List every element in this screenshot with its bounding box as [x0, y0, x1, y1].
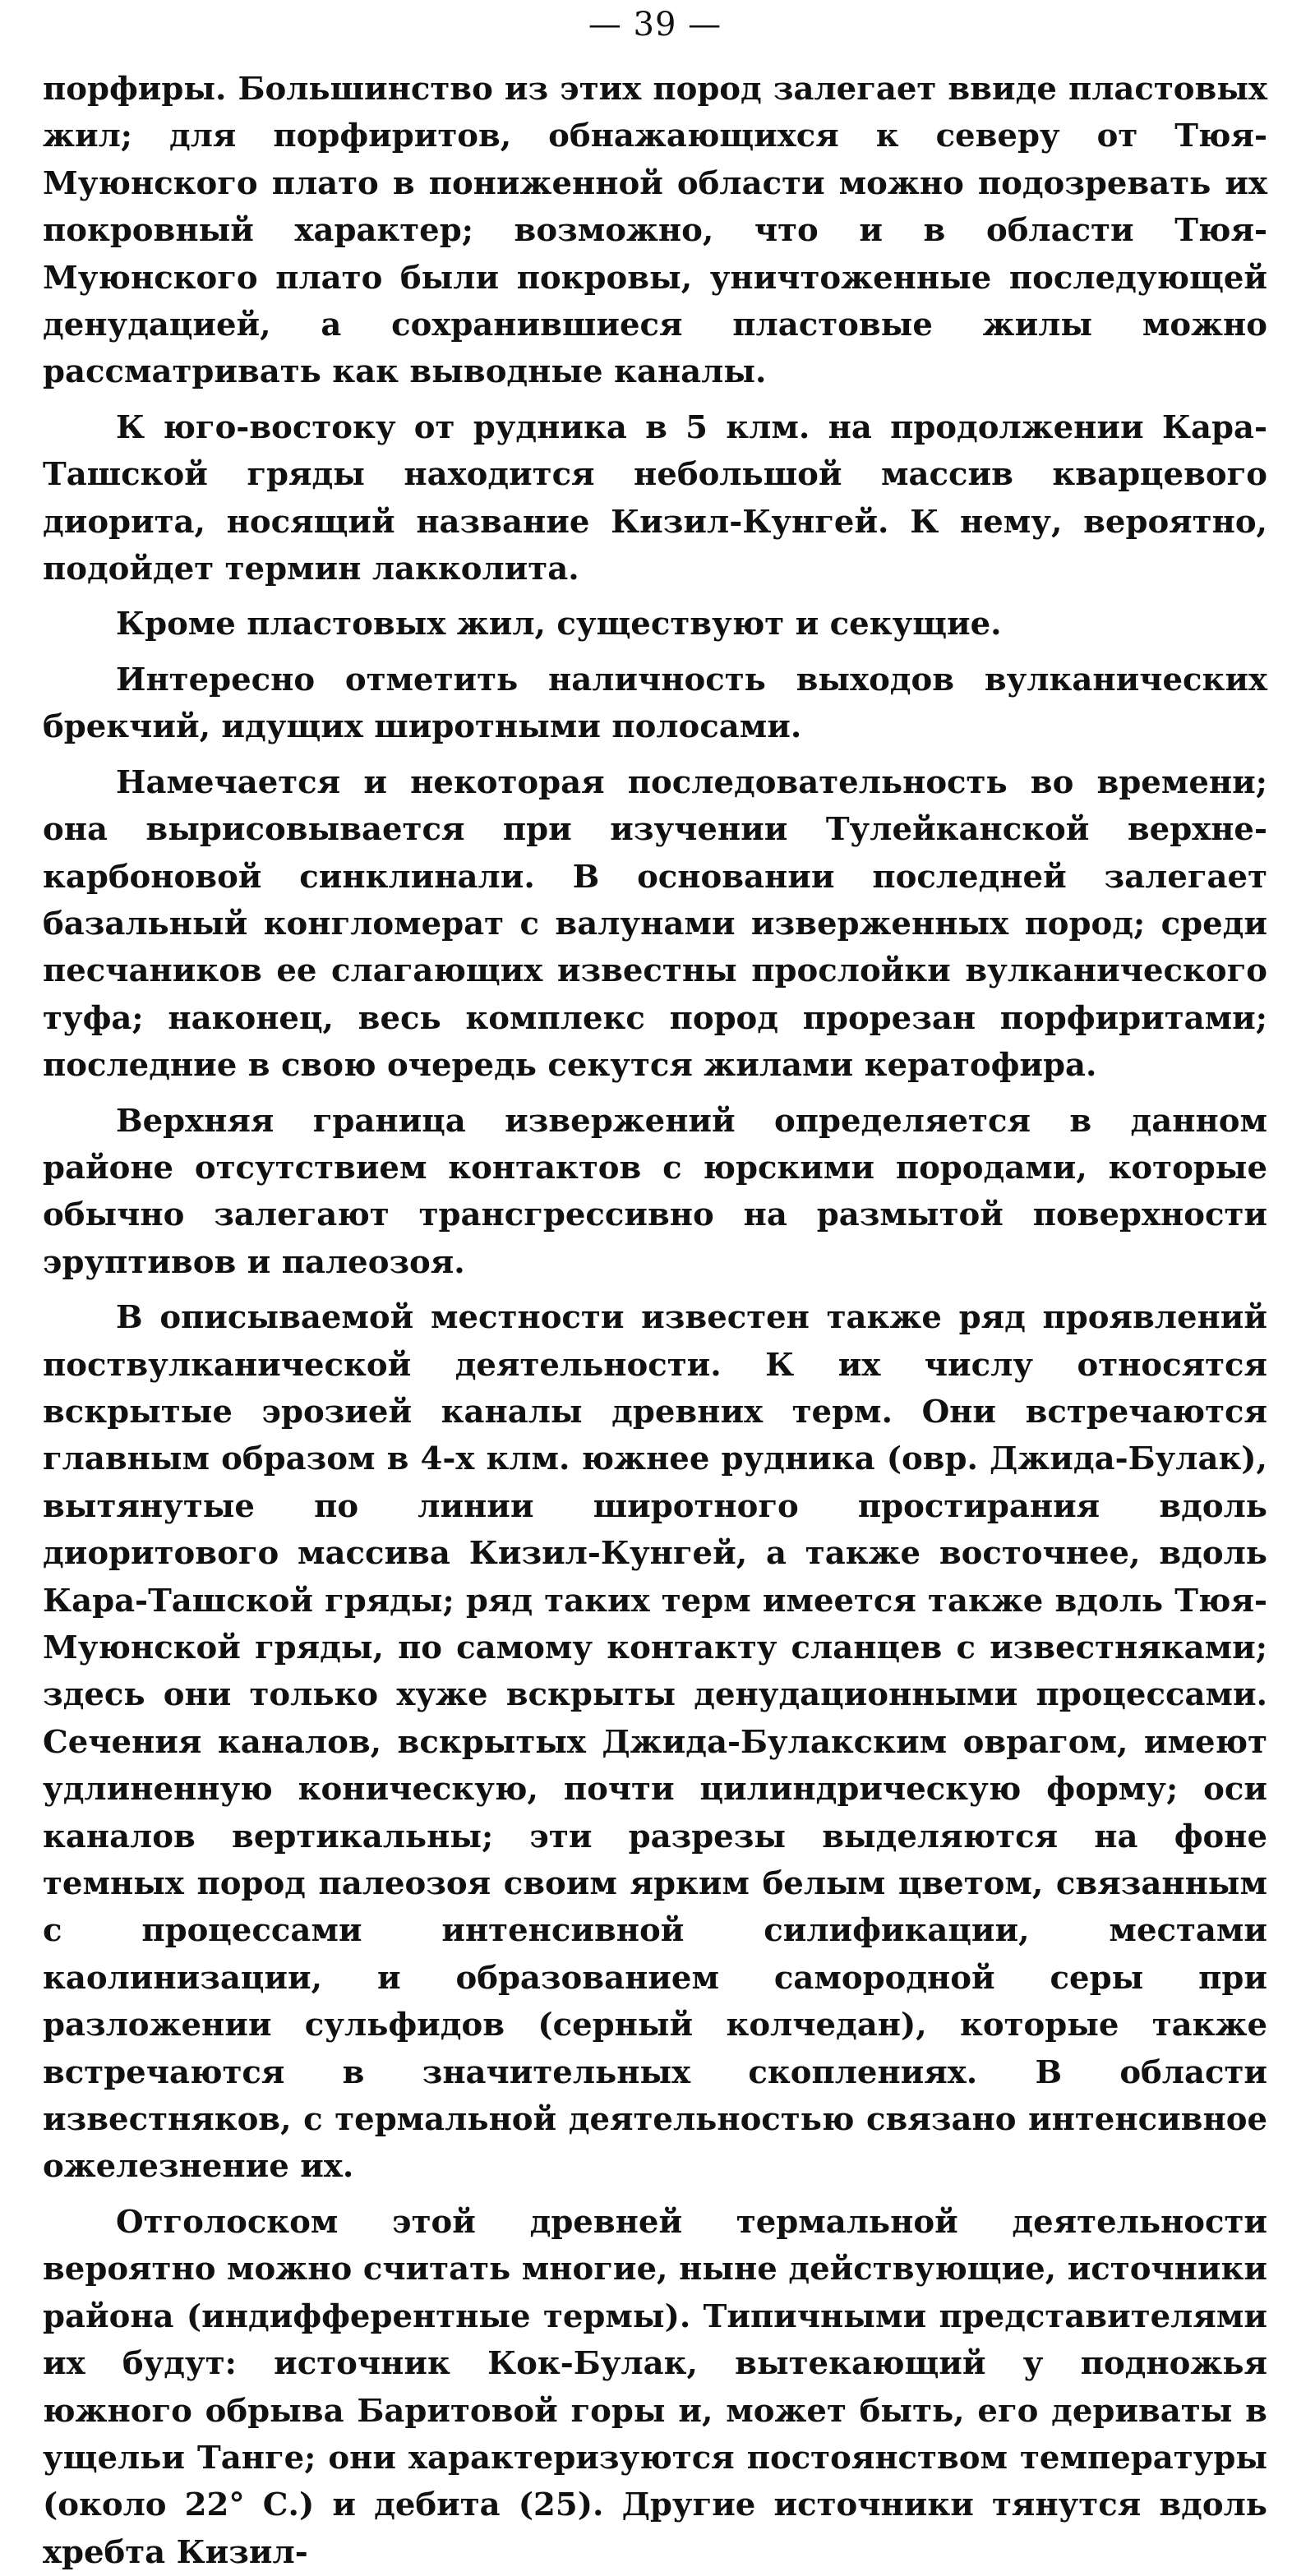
paragraph-upper-boundary: Верхняя граница извержений определяется в данном районе отсутствием контактов с юрскими породами, которые обычно залегают трансгрессивно на размытой поверхности эруптивов и палеозоя.	[43, 1102, 1267, 1281]
paragraph-time-sequence: Намечается и некоторая последовательность во времени; она вырисовывается при изучении Тулейканской верхне-карбоновой синклинали. В основании последней залегает базальный конгломерат с валунами изверженных пород; среди песчаников ее слагающих известны прослойки вулканического туфа; наконец, весь комплекс пород прорезан порфиритами; последние в свою очередь секутся жилами кератофира.	[43, 763, 1267, 1085]
page-number: — 39 —	[588, 6, 722, 44]
paragraph-postvolcanic-activity: В описываемой местности известен также ряд проявлений поствулканической деятельности. К их числу относятся вскрытые эрозией каналы древних терм. Они встречаются главным образом в 4-х клм. южнее рудника (овр. Джида-Булак), вытянутые по линии широтного простирания вдоль диоритового массива Кизил-Кунгей, а также восточнее, вдоль Кара-Ташской гряды; ряд таких терм имеется также вдоль Тюя-Муюнской гряды, по самому контакту сланцев с известняками; здесь они только хуже вскрыты денудационными процессами. Сечения каналов, вскрытых Джида-Булакским оврагом, имеют удлиненную коническую, почти цилиндрическую форму; оси каналов вертикальны; эти разрезы выделяются на фоне темных пород палеозоя своим ярким белым цветом, связанным с процессами интенсивной силификации, местами каолинизации, и образованием самородной серы при разложении сульфидов (серный колчедан), которые также встречаются в значительных скоплениях. В области известняков, с термальной деятельностью связано интенсивное ожелезнение их.	[43, 1299, 1267, 2186]
paragraph-kizil-kungei-diorite: К юго-востоку от рудника в 5 клм. на продолжении Кара-Ташской гряды находится небольшой массив кварцевого диорита, носящий название Кизил-Кунгей. К нему, вероятно, подойдет термин лакколита.	[43, 408, 1267, 588]
paragraph-thermal-springs: Отголоском этой древней термальной деятельности вероятно можно считать многие, ныне действующие, источники района (индифферентные термы). Типичными представителями их будут: источник Кок-Булак, вытекающий у подножья южного обрыва Баритовой горы и, может быть, его дериваты в ущельи Танге; они характеризуются постоянством температуры (около 22° С.) и дебита (25). Другие источники тянутся вдоль хребта Кизил-	[43, 2203, 1267, 2571]
paragraph-crosscutting-dikes: Кроме пластовых жил, существуют и секущие.	[116, 606, 1002, 643]
paragraph-porphyry-continuation: порфиры. Большинство из этих пород залегает ввиде пластовых жил; для порфиритов, обнажающихся к северу от Тюя-Муюнского плато в пониженной области можно подозревать их покровный характер; возможно, что и в области Тюя-Муюнского плато были покровы, уничтоженные последующей денудацией, а сохранившиеся пластовые жилы можно рассматривать как выводные каналы.	[43, 71, 1267, 391]
paragraph-volcanic-breccias: Интересно отметить наличность выходов вулканических брекчий, идущих широтными полосами.	[43, 661, 1267, 746]
